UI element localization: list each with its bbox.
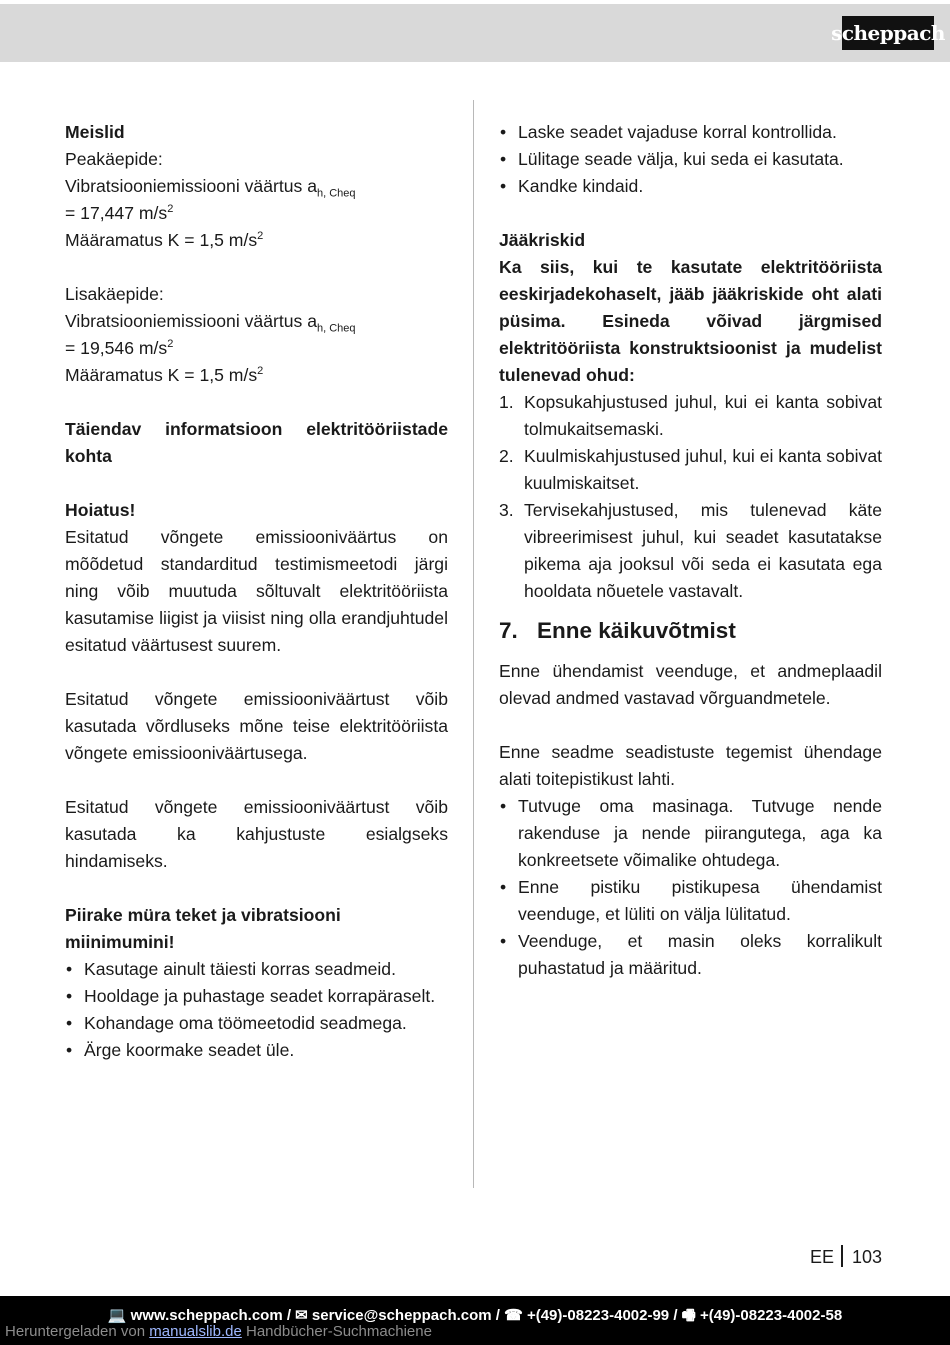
peak-vibration-line: Vibratsiooniemissiooni väärtus $a_{h, Cheq}$: [65, 176, 356, 200]
residual-risks-intro: Ka siis, kui te kasutate elektritööriista eeskirjadekohaselt, jääb jääkriskide oht alati püsima. Esineda võivad järgmised elektritööriista konstruktsioonist ja mudelist tulenevad ohud:: [499, 257, 882, 385]
peak-vibration-value: = 17,447 $m/s^2$: [65, 203, 174, 223]
list-item: • Kohandage oma töömeetodid seadmega.: [65, 1010, 448, 1037]
list-item: • Kasutage ainult täiesti korras seadmeid.: [65, 956, 448, 983]
footer-contact: 💻 www.scheppach.com / ✉ service@scheppach.com / ☎ +(49)-08223-4002-99 / 🖷 +(49)-08223-4002-58: [107, 1307, 843, 1324]
warning-heading: Hoiatus!: [65, 500, 136, 520]
power-tool-info-heading: Täiendav informatsioon elektritööriistade kohta: [65, 419, 448, 466]
list-item: • Enne pistiku pistikupesa ühendamist veenduge, et lüliti on välja lülitatud.: [499, 874, 882, 928]
warning-text: Esitatud võngete emissiooniväärtus on mõõdetud standarditud testimismeetodi järgi ning võib muutuda sõltuvalt elektritööriista kasutamise liigist ja viisist ning olla erandjuhtudel esitatud väärtusest suurem.: [65, 527, 448, 655]
scheppach-logo: scheppach: [842, 16, 934, 50]
list-item: • Kandke kindaid.: [499, 173, 882, 200]
peak-uncertainty: Määramatus K = 1,5 $m/s^2$: [65, 230, 264, 250]
peak-handle-label: Peakäepide:: [65, 149, 163, 169]
list-item: • Lülitage seade välja, kui seda ei kasutata.: [499, 146, 882, 173]
aux-uncertainty: Määramatus K = 1,5 $m/s^2$: [65, 365, 264, 385]
footer-bar: [0, 1296, 950, 1345]
aux-handle-label: Lisakäepide:: [65, 284, 164, 304]
download-note: Heruntergeladen von manualslib.de Handbücher-Suchmachiene: [5, 1323, 432, 1340]
assessment-paragraph: Esitatud võngete emissiooniväärtust võib kasutada ka kahjustuste esialgseks hindamiseks.: [65, 797, 448, 871]
manualslib-link[interactable]: manualslib.de: [149, 1323, 242, 1340]
list-item: 1. Kopsukahjustused juhul, kui ei kanta sobivat tolmukaitsemaski.: [499, 392, 882, 439]
residual-risks-list: [499, 389, 882, 605]
list-item: • Tutvuge oma masinaga. Tutvuge nende rakenduse ja nende piirangutega, aga ka konkreetsete võimalike ohtudega.: [499, 793, 882, 874]
section-heading: 7. Enne käikuvõtmist: [499, 618, 736, 643]
reduce-noise-heading: Piirake müra teket ja vibratsiooni miinimumini!: [65, 905, 341, 952]
rating-plate-paragraph: Enne ühendamist veenduge, et andmeplaadil olevad andmed vastavad võrguandmetele.: [499, 661, 882, 708]
unplug-paragraph: Enne seadme seadistuste tegemist ühendage alati toitepistikust lahti.: [499, 742, 882, 789]
page-number-value: 103: [851, 1247, 882, 1267]
list-item: • Veenduge, et masin oleks korralikult puhastatud ja määritud.: [499, 928, 882, 982]
list-item: • Laske seadet vajaduse korral kontrollida.: [499, 119, 882, 146]
aux-vibration-line: Vibratsiooniemissiooni väärtus $a_{h, Cheq}$: [65, 311, 356, 335]
comparison-paragraph: Esitatud võngete emissiooniväärtust võib kasutada võrdluseks mõne teise elektritööriista võngete emissiooniväärtusega.: [65, 689, 448, 763]
precaution-list: [499, 119, 882, 200]
list-item: • Ärge koormake seadet üle.: [65, 1037, 448, 1064]
list-item: 2. Kuulmiskahjustused juhul, kui ei kanta sobivat kuulmiskaitset.: [499, 446, 882, 493]
reduce-noise-list: [65, 956, 448, 1064]
page-number: [810, 1245, 882, 1269]
aux-vibration-value: = 19,546 $m/s^2$: [65, 338, 174, 358]
left-column: [65, 119, 448, 1064]
meislid-heading: Meislid: [65, 122, 125, 142]
list-item: • Hooldage ja puhastage seadet korrapäraselt.: [65, 983, 448, 1010]
right-column: [499, 119, 882, 982]
list-item: 3. Tervisekahjustused, mis tulenevad käte vibreerimisest juhul, kui seadet kasutatakse pikema aja jooksul või seda ei kasutata ega hooldata nõuetele vastavalt.: [499, 500, 882, 601]
column-divider: [473, 100, 474, 1188]
residual-risks-heading: Jääkriskid: [499, 230, 586, 250]
startup-list: [499, 793, 882, 982]
header-bar: [0, 4, 950, 62]
language-code: EE: [809, 1247, 834, 1267]
